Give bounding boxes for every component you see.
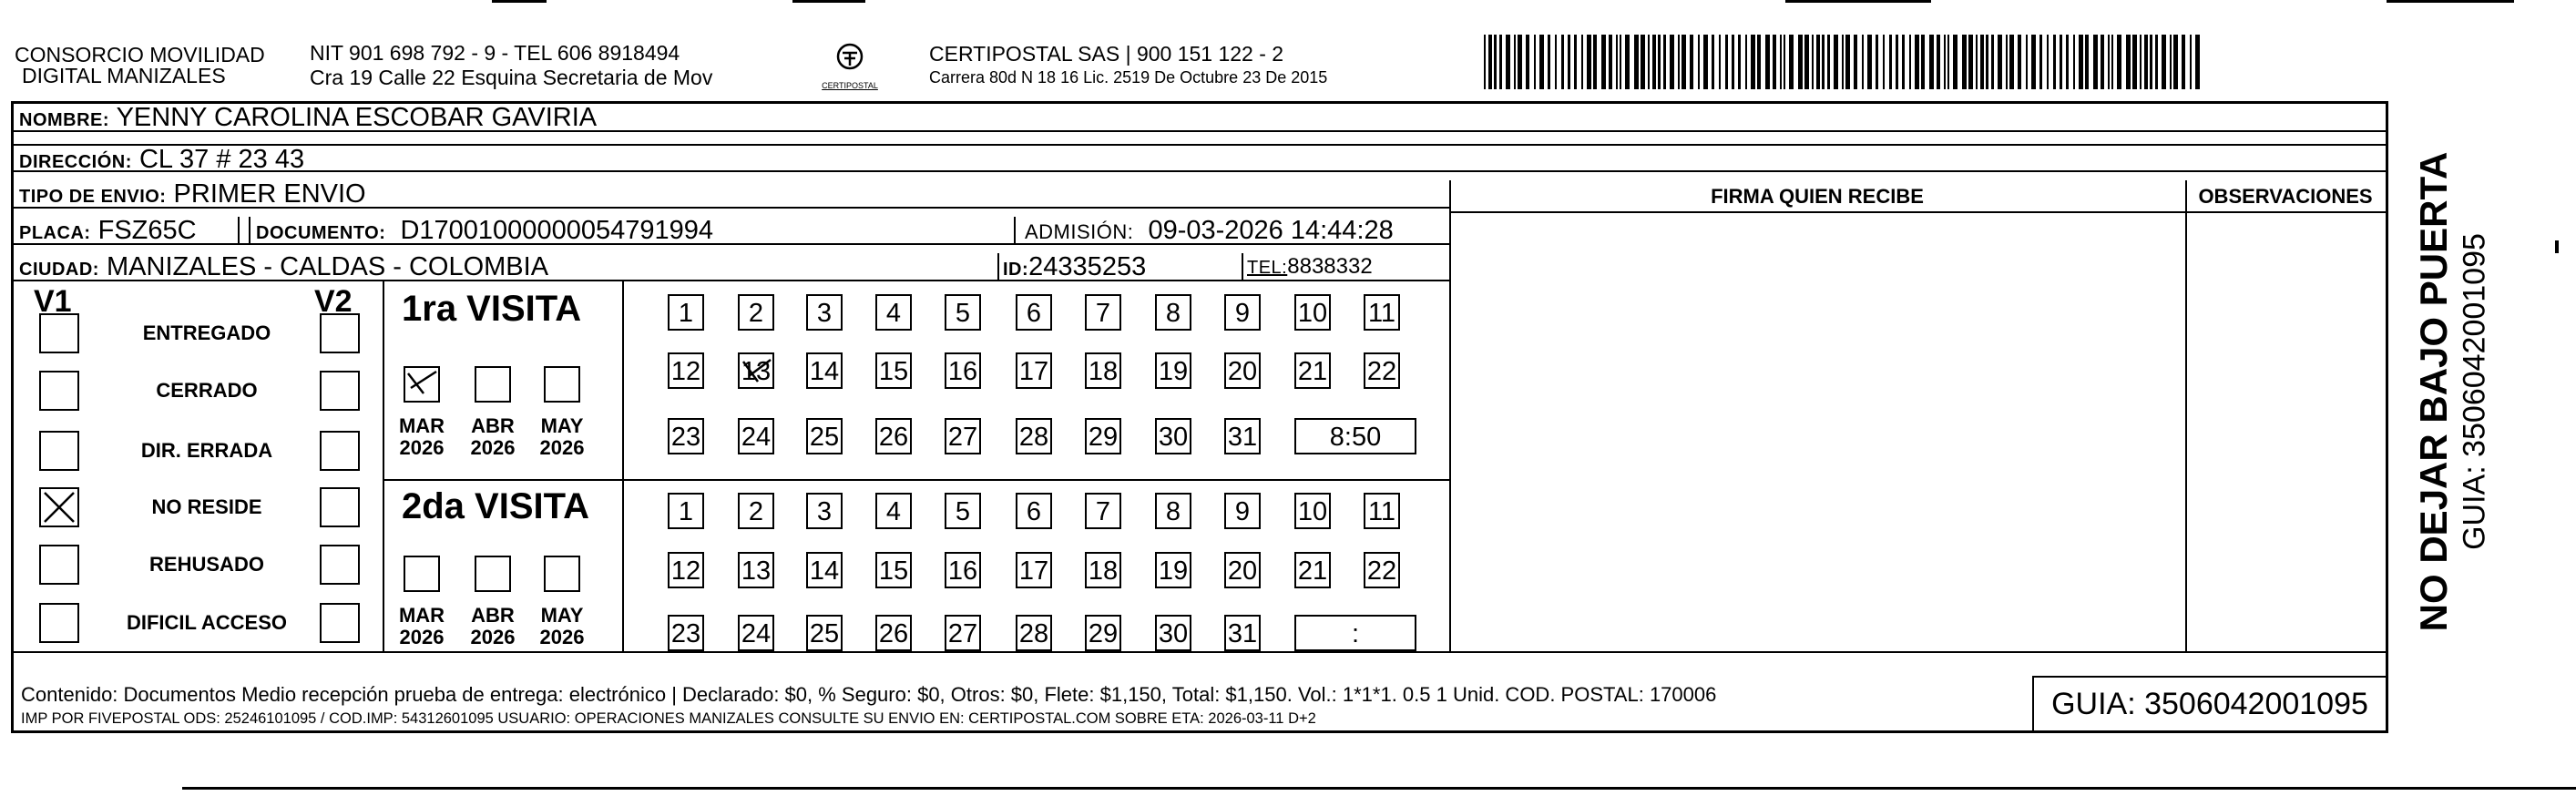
day-box[interactable]: 12 xyxy=(668,552,704,588)
documento-value: D17001000000054791994 xyxy=(400,216,713,245)
barcode-bar xyxy=(2093,35,2098,89)
scan-mark xyxy=(1785,0,1931,3)
day-box[interactable]: 9 xyxy=(1224,493,1261,529)
month-name: MAR xyxy=(398,414,445,437)
visit-divider xyxy=(383,479,1449,481)
side-text xyxy=(2388,137,2498,647)
v1-checkbox[interactable] xyxy=(39,603,79,643)
v1-checkbox[interactable] xyxy=(39,431,79,471)
company-line2: DIGITAL MANIZALES xyxy=(22,64,226,87)
second-visit-time[interactable]: : xyxy=(1294,615,1416,651)
side-warning: NO DEJAR BAJO PUERTA xyxy=(2412,151,2455,632)
barcode-bar xyxy=(1698,35,1700,89)
company-line1: CONSORCIO MOVILIDAD xyxy=(15,43,265,66)
day-box[interactable]: 13 xyxy=(738,352,774,389)
day-box[interactable]: 17 xyxy=(1016,352,1052,389)
footer-line xyxy=(14,651,2386,653)
month-year: 2026 xyxy=(539,626,585,648)
barcode-bar xyxy=(1757,35,1761,89)
barcode-bar xyxy=(1593,35,1597,89)
barcode-bar xyxy=(1574,35,1577,89)
day-box[interactable]: 10 xyxy=(1294,493,1331,529)
barcode-bar xyxy=(1712,35,1714,89)
month-checkbox[interactable] xyxy=(475,366,511,403)
barcode-bar xyxy=(2053,35,2056,89)
day-box[interactable]: 26 xyxy=(875,615,912,651)
day-box[interactable]: 31 xyxy=(1224,418,1261,454)
nombre-value: YENNY CAROLINA ESCOBAR GAVIRIA xyxy=(116,103,598,132)
calendar-divider xyxy=(622,281,624,651)
barcode-bar xyxy=(1976,35,1978,89)
barcode-bar xyxy=(1534,35,1536,89)
day-box[interactable]: 1 xyxy=(668,493,704,529)
direccion-value: CL 37 # 23 43 xyxy=(138,145,305,174)
barcode-bar xyxy=(1548,35,1550,89)
tipo-label: TIPO DE ENVIO: xyxy=(19,187,167,207)
barcode-bar xyxy=(1834,35,1838,89)
day-box[interactable]: 16 xyxy=(945,552,981,588)
barcode-bar xyxy=(1804,35,1809,89)
day-box[interactable]: 24 xyxy=(738,418,774,454)
day-box[interactable]: 28 xyxy=(1016,615,1052,651)
v1-checkbox[interactable] xyxy=(39,313,79,353)
certipostal-info: CERTIPOSTAL SAS | 900 151 122 - 2 xyxy=(929,42,1284,66)
day-box[interactable]: 8 xyxy=(1155,294,1191,331)
barcode-bar xyxy=(1609,35,1612,89)
month-checkbox[interactable] xyxy=(475,556,511,592)
v1-header: V1 xyxy=(34,284,72,319)
firma-header: FIRMA QUIEN RECIBE xyxy=(1711,185,1924,208)
footer-line2: IMP POR FIVEPOSTAL ODS: 25246101095 / COD.IMP: 54312601095 USUARIO: OPERACIONES MANIZALES CONSULTE SU ENVIO EN: CERTIPOSTAL.COM SOBRE ETA: 2026-03-11 D+2 xyxy=(21,710,1316,727)
day-box[interactable]: 31 xyxy=(1224,615,1261,651)
month-name: ABR xyxy=(471,604,515,627)
barcode-bar xyxy=(1929,35,1934,89)
status-label: ENTREGADO xyxy=(142,321,271,344)
day-box[interactable]: 3 xyxy=(806,294,843,331)
barcode-bar xyxy=(1745,35,1747,89)
month-label xyxy=(467,415,518,459)
barcode-bar xyxy=(1816,35,1820,89)
barcode-bar xyxy=(1625,35,1630,89)
documento-label: DOCUMENTO: xyxy=(256,223,386,243)
admision-cell xyxy=(1014,217,1449,243)
day-box[interactable]: 25 xyxy=(806,615,843,651)
day-box[interactable]: 28 xyxy=(1016,418,1052,454)
day-box[interactable]: 12 xyxy=(668,352,704,389)
barcode-bar xyxy=(1518,35,1522,89)
barcode-bar xyxy=(1719,35,1721,89)
day-box[interactable]: 27 xyxy=(945,615,981,651)
barcode-bar xyxy=(1789,35,1794,89)
day-box[interactable]: 18 xyxy=(1085,352,1121,389)
id-label: ID: xyxy=(1003,260,1029,280)
documento-cell xyxy=(249,217,1016,243)
barcode-bar xyxy=(1784,35,1785,89)
barcode-bar xyxy=(2170,35,2172,89)
nombre-label: NOMBRE: xyxy=(19,110,110,130)
month-label xyxy=(537,415,588,459)
barcode-bar xyxy=(1876,35,1878,89)
v2-checkbox[interactable] xyxy=(320,545,360,585)
obs-divider xyxy=(2185,180,2187,651)
barcode-bar xyxy=(1947,35,1949,89)
direccion-label: DIRECCIÓN: xyxy=(19,152,132,172)
day-box[interactable]: 29 xyxy=(1085,418,1121,454)
tipo-row xyxy=(14,180,1449,209)
barcode-bar xyxy=(2009,35,2014,89)
barcode-bar xyxy=(1678,35,1680,89)
ciudad-label: CIUDAD: xyxy=(19,260,99,280)
day-box[interactable]: 22 xyxy=(1364,352,1400,389)
barcode-bar xyxy=(2182,35,2185,89)
day-box[interactable]: 5 xyxy=(945,493,981,529)
day-box[interactable]: 26 xyxy=(875,418,912,454)
v2-checkbox[interactable] xyxy=(320,371,360,411)
barcode-bar xyxy=(2039,35,2042,89)
tel-cell xyxy=(1242,253,1449,280)
barcode-bar xyxy=(2031,35,2036,89)
barcode-bar xyxy=(1889,35,1892,89)
barcode-bar xyxy=(1854,35,1857,89)
day-box[interactable]: 22 xyxy=(1364,552,1400,588)
barcode-bar xyxy=(1663,35,1666,89)
barcode-bar xyxy=(2066,35,2069,89)
barcode-bar xyxy=(2085,35,2089,89)
barcode-bar xyxy=(1652,35,1656,89)
barcode-bar xyxy=(1780,35,1782,89)
barcode-bar xyxy=(1539,35,1544,89)
guia-number: GUIA: 3506042001095 xyxy=(2051,687,2368,721)
status-label: CERRADO xyxy=(156,379,258,402)
placa-cell xyxy=(14,217,240,243)
barcode-bar xyxy=(1634,35,1639,89)
day-box[interactable]: 14 xyxy=(806,352,843,389)
barcode-bar xyxy=(1968,35,1973,89)
day-box[interactable]: 1 xyxy=(668,294,704,331)
scan-mark xyxy=(2555,240,2559,253)
month-name: MAY xyxy=(540,414,584,437)
barcode-bar xyxy=(1812,35,1814,89)
day-box[interactable]: 18 xyxy=(1085,552,1121,588)
barcode-bar xyxy=(2108,35,2110,89)
barcode-bar xyxy=(1962,35,1967,89)
month-name: MAY xyxy=(540,604,584,627)
barcode-bar xyxy=(1773,35,1776,89)
scan-mark xyxy=(492,0,547,3)
barcode-bar xyxy=(1980,35,1984,89)
barcode-bar xyxy=(2101,35,2104,89)
ciudad-cell xyxy=(14,253,997,280)
barcode-bar xyxy=(1648,35,1650,89)
barcode-bar xyxy=(1484,35,1486,89)
day-box[interactable]: 30 xyxy=(1155,615,1191,651)
ciudad-value: MANIZALES - CALDAS - COLOMBIA xyxy=(107,252,549,281)
check-mark-icon xyxy=(740,354,772,387)
day-box[interactable]: 20 xyxy=(1224,552,1261,588)
v2-checkbox[interactable] xyxy=(320,431,360,471)
barcode-bar xyxy=(1670,35,1674,89)
day-box[interactable]: 9 xyxy=(1224,294,1261,331)
day-box[interactable]: 4 xyxy=(875,493,912,529)
barcode-bar xyxy=(1751,35,1755,89)
placa-value: FSZ65C xyxy=(97,216,197,245)
day-box[interactable]: 20 xyxy=(1224,352,1261,389)
v1-checkbox[interactable] xyxy=(39,371,79,411)
day-box[interactable]: 21 xyxy=(1294,552,1331,588)
day-box[interactable]: 5 xyxy=(945,294,981,331)
delivery-form xyxy=(11,101,2388,733)
barcode-bar xyxy=(2060,35,2062,89)
month-year: 2026 xyxy=(399,436,445,459)
barcode-bar xyxy=(2155,35,2158,89)
barcode-bar xyxy=(2047,35,2049,89)
day-box[interactable]: 19 xyxy=(1155,552,1191,588)
barcode-bar xyxy=(2190,35,2192,89)
v2-checkbox[interactable] xyxy=(320,313,360,353)
month-name: MAR xyxy=(398,604,445,627)
barcode-bar xyxy=(1506,35,1510,89)
barcode-bar xyxy=(1561,35,1564,89)
status-label: DIR. ERRADA xyxy=(140,439,273,462)
barcode-bar xyxy=(1845,35,1850,89)
day-box[interactable]: 7 xyxy=(1085,294,1121,331)
day-box[interactable]: 24 xyxy=(738,615,774,651)
tel-value: 8838332 xyxy=(1287,254,1373,279)
second-visit-title: 2da VISITA xyxy=(402,486,589,526)
day-box[interactable]: 13 xyxy=(738,552,774,588)
tipo-value: PRIMER ENVIO xyxy=(173,179,366,209)
barcode-bar xyxy=(2026,35,2028,89)
barcode-bar xyxy=(1732,35,1734,89)
day-box[interactable]: 16 xyxy=(945,352,981,389)
placa-row xyxy=(14,217,1449,245)
barcode-bar xyxy=(1827,35,1830,89)
barcode-bar xyxy=(1738,35,1741,89)
scan-mark xyxy=(2387,0,2514,3)
footer-line1: Contenido: Documentos Medio recepción prueba de entrega: electrónico | Declarado: $0, % Seguro: $0, Otros: $0, Flete: $1,150, Total: $1,150. Vol.: 1*1*1. 0.5 1 Unid. COD. POSTAL: 170006 xyxy=(21,683,1717,706)
barcode-bar xyxy=(2018,35,2021,89)
barcode-bar xyxy=(1937,35,1940,89)
barcode-bar xyxy=(1514,35,1516,89)
direccion-row xyxy=(14,144,2386,172)
barcode-bar xyxy=(1986,35,1988,89)
barcode-bar xyxy=(1682,35,1686,89)
barcode-bar xyxy=(2150,35,2152,89)
nit-tel: NIT 901 698 792 - 9 - TEL 606 8918494 xyxy=(310,41,680,65)
barcode-bar xyxy=(1488,35,1492,89)
barcode-bar xyxy=(1703,35,1708,89)
day-box[interactable]: 15 xyxy=(875,552,912,588)
barcode-bar xyxy=(1555,35,1557,89)
barcode-bar xyxy=(1499,35,1502,89)
first-visit-time[interactable]: 8:50 xyxy=(1294,418,1416,454)
barcode-bar xyxy=(2126,35,2131,89)
barcode-bar xyxy=(2111,35,2113,89)
barcode-bar xyxy=(1658,35,1661,89)
day-box[interactable]: 2 xyxy=(738,294,774,331)
barcode-bar xyxy=(1526,35,1529,89)
barcode-bar xyxy=(1581,35,1583,89)
logo-caption: CERTIPOSTAL xyxy=(822,81,878,90)
status-label: DIFICIL ACCESO xyxy=(126,611,287,634)
barcode-bar xyxy=(1616,35,1618,89)
day-box[interactable]: 7 xyxy=(1085,493,1121,529)
barcode-bar xyxy=(1862,35,1864,89)
day-box[interactable]: 11 xyxy=(1364,294,1400,331)
barcode-bar xyxy=(1915,35,1919,89)
status-label: REHUSADO xyxy=(149,553,264,576)
month-year: 2026 xyxy=(470,626,516,648)
day-box[interactable]: 3 xyxy=(806,493,843,529)
barcode-bar xyxy=(1953,35,1958,89)
certipostal-logo xyxy=(813,40,886,95)
day-box[interactable]: 4 xyxy=(875,294,912,331)
cross-mark-icon xyxy=(41,489,77,526)
barcode-bar xyxy=(1998,35,2002,89)
day-box[interactable]: 2 xyxy=(738,493,774,529)
status-divider xyxy=(383,281,384,651)
status-label: NO RESIDE xyxy=(151,495,262,518)
barcode-bar xyxy=(1494,35,1497,89)
barcode-bar xyxy=(1568,35,1570,89)
tel-label: TEL: xyxy=(1247,258,1288,278)
month-checkbox[interactable] xyxy=(404,556,440,592)
month-label xyxy=(467,605,518,648)
barcode-bar xyxy=(1641,35,1645,89)
admision-value: 09-03-2026 14:44:28 xyxy=(1148,216,1394,245)
barcode-bar xyxy=(1798,35,1803,89)
month-checkbox[interactable] xyxy=(544,366,580,403)
barcode-bar xyxy=(1909,35,1911,89)
day-box[interactable]: 30 xyxy=(1155,418,1191,454)
id-value: 24335253 xyxy=(1028,252,1147,281)
barcode-bar xyxy=(1620,35,1621,89)
logo-icon xyxy=(813,40,886,77)
v2-header: V2 xyxy=(314,284,353,319)
day-box[interactable]: 23 xyxy=(668,418,704,454)
month-year: 2026 xyxy=(399,626,445,648)
month-name: ABR xyxy=(471,414,515,437)
barcode-bar xyxy=(1921,35,1925,89)
barcode-bar xyxy=(2140,35,2142,89)
month-year: 2026 xyxy=(539,436,585,459)
barcode-bar xyxy=(2132,35,2137,89)
certipostal-license: Carrera 80d N 18 16 Lic. 2519 De Octubre 23 De 2015 xyxy=(929,68,1328,87)
barcode-bar xyxy=(1601,35,1606,89)
day-box[interactable]: 15 xyxy=(875,352,912,389)
month-label xyxy=(396,605,447,648)
barcode-bar xyxy=(1902,35,1905,89)
placa-label: PLACA: xyxy=(19,223,91,243)
barcode-bar xyxy=(2079,35,2083,89)
barcode-bar xyxy=(2006,35,2008,89)
side-guia: GUIA: 3506042001095 xyxy=(2457,233,2492,550)
day-box[interactable]: 11 xyxy=(1364,493,1400,529)
day-box[interactable]: 6 xyxy=(1016,493,1052,529)
day-box[interactable]: 14 xyxy=(806,552,843,588)
v2-checkbox[interactable] xyxy=(320,487,360,527)
nombre-row xyxy=(14,104,2386,132)
barcode-bar xyxy=(1944,35,1946,89)
day-box[interactable]: 19 xyxy=(1155,352,1191,389)
day-box[interactable]: 10 xyxy=(1294,294,1331,331)
barcode-bar xyxy=(2117,35,2121,89)
barcode-bar xyxy=(1765,35,1770,89)
month-label xyxy=(396,415,447,459)
barcode xyxy=(1480,35,2209,93)
barcode-bar xyxy=(1725,35,1728,89)
barcode-bar xyxy=(1822,35,1825,89)
barcode-bar xyxy=(2162,35,2166,89)
barcode-bar xyxy=(1991,35,1994,89)
barcode-bar xyxy=(1883,35,1885,89)
v2-checkbox[interactable] xyxy=(320,603,360,643)
day-box[interactable]: 8 xyxy=(1155,493,1191,529)
check-mark-icon xyxy=(405,368,438,401)
barcode-bar xyxy=(1690,35,1693,89)
receipt-divider xyxy=(1449,180,1451,651)
day-box[interactable]: 23 xyxy=(668,615,704,651)
barcode-bar xyxy=(2073,35,2075,89)
day-box[interactable]: 6 xyxy=(1016,294,1052,331)
barcode-bar xyxy=(1896,35,1898,89)
company-address: Cra 19 Calle 22 Esquina Secretaria de Mov xyxy=(310,66,713,89)
month-year: 2026 xyxy=(470,436,516,459)
admision-label: ADMISIÓN: xyxy=(1025,220,1134,243)
barcode-bar xyxy=(2144,35,2148,89)
bottom-rule xyxy=(182,787,2576,790)
barcode-bar xyxy=(2173,35,2178,89)
day-box[interactable]: 29 xyxy=(1085,615,1121,651)
month-checkbox[interactable] xyxy=(404,366,440,403)
id-cell xyxy=(997,253,1242,280)
day-box[interactable]: 21 xyxy=(1294,352,1331,389)
observaciones-header: OBSERVACIONES xyxy=(2198,185,2373,208)
barcode-bar xyxy=(2195,35,2200,89)
first-visit-title: 1ra VISITA xyxy=(402,289,582,329)
barcode-bar xyxy=(1867,35,1872,89)
day-box[interactable]: 25 xyxy=(806,418,843,454)
receipt-header-line xyxy=(1449,211,2386,213)
month-checkbox[interactable] xyxy=(544,556,580,592)
guia-box xyxy=(2032,676,2386,733)
day-box[interactable]: 17 xyxy=(1016,552,1052,588)
day-box[interactable]: 27 xyxy=(945,418,981,454)
v1-checkbox[interactable] xyxy=(39,487,79,527)
barcode-bar xyxy=(1842,35,1844,89)
month-label xyxy=(537,605,588,648)
ciudad-row xyxy=(14,253,1449,281)
v1-checkbox[interactable] xyxy=(39,545,79,585)
barcode-bar xyxy=(1587,35,1591,89)
scan-mark xyxy=(792,0,865,3)
